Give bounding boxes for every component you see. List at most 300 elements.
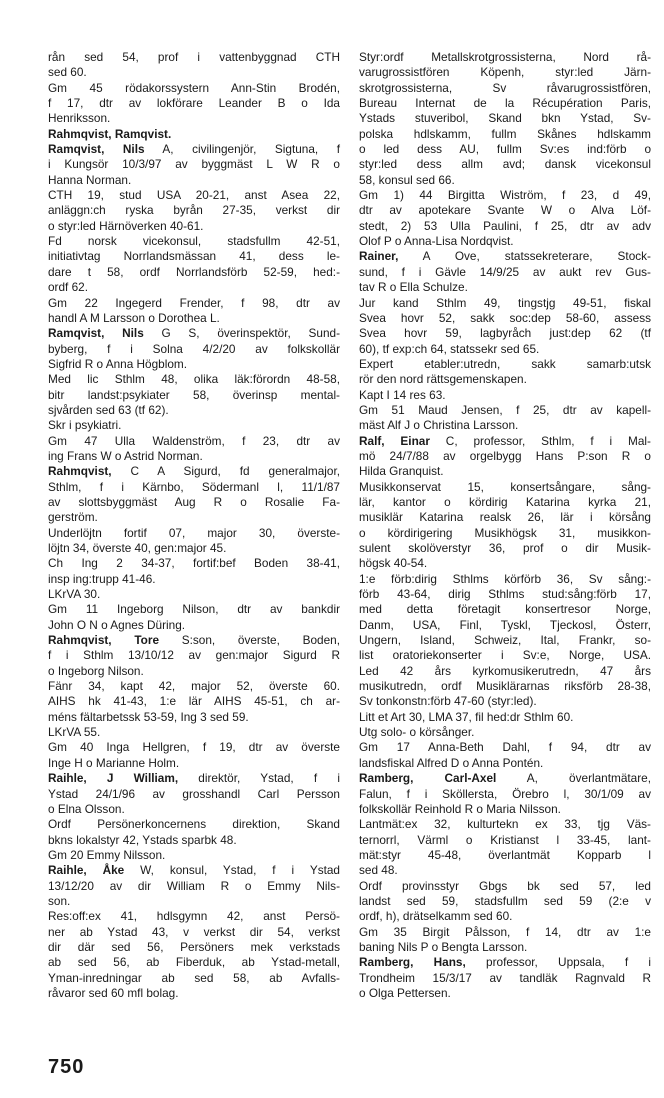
entry-text: ordf, h), drätselkamm sed 60. [359, 909, 513, 924]
entry-line [48, 648, 340, 663]
entry-line [48, 694, 340, 709]
entry-line [359, 418, 651, 433]
entry-line [48, 81, 340, 96]
entry-line [359, 740, 651, 755]
entry-text: Sthlm, f i Kärnbo, Södermanl l, 11/1/87 [48, 479, 340, 494]
entry-text: S:son, överste, Boden, [159, 633, 340, 648]
entry-line [48, 111, 340, 126]
entry-line [359, 694, 651, 709]
entry-text: Lantmät:ex 32, kulturtekn ex 33, tjg Väs- [359, 817, 651, 832]
entry-text: varugrossistfören Köpenh, styr:led Järn- [359, 65, 651, 80]
entry-text: med detta företagit konsertresor Norge, [359, 602, 651, 617]
entry-text: Gm 11 Ingeborg Nilson, dtr av bankdir [48, 602, 340, 617]
entry-text: Gm 47 Ulla Waldenström, f 23, dtr av [48, 433, 340, 448]
entry-line [359, 311, 651, 326]
entry-text: o Elna Olsson. [48, 801, 125, 816]
entry-line [48, 802, 340, 817]
entry-line [359, 510, 651, 525]
entry-text: Kapt I 14 res 63. [359, 387, 446, 402]
biography-entry [359, 955, 651, 1001]
entry-line [48, 142, 340, 157]
entry-text: 1:e förb:dirig Sthlms körförb 36, Sv sång:- [359, 571, 651, 586]
entry-text: 58, konsul sed 66. [359, 172, 455, 187]
entry-line [48, 771, 340, 786]
entry-line [48, 265, 340, 280]
entry-text: Yman-inredningar ab sed 58, ab Avfalls- [48, 970, 340, 985]
entry-paragraph [48, 848, 340, 863]
entry-line [359, 480, 651, 495]
entry-line [48, 955, 340, 970]
entry-line [359, 173, 651, 188]
entry-text: Res:off:ex 41, hdlsgymn 42, anst Persö- [48, 909, 340, 924]
entry-line [359, 879, 651, 894]
entry-line [48, 526, 340, 541]
entry-text: sjvården sed 63 (tf 62). [48, 402, 169, 417]
entry-text: o Ingeborg Nilson. [48, 663, 144, 678]
entry-headword: Ramqvist, Nils [48, 142, 145, 157]
entry-line [48, 342, 340, 357]
entry-line [48, 863, 340, 878]
entry-line [359, 157, 651, 172]
entry-text: Sigfrid R o Anna Högblom. [48, 356, 188, 371]
biography-entry [48, 464, 340, 525]
entry-paragraph [359, 357, 651, 388]
entry-line [359, 925, 651, 940]
entry-text: Gm 35 Birgit Pålsson, f 14, dtr av 1:e [359, 924, 651, 939]
entry-text: Olof P o Anna-Lisa Nordqvist. [359, 234, 514, 249]
entry-text: initiativtag Norrlandsmässan 41, dess le- [48, 249, 340, 264]
entry-line [48, 219, 340, 234]
entry-line [359, 188, 651, 203]
entry-text: Ystads stuveribol, Skand bkn Ystad, Sv- [359, 111, 651, 126]
entry-text: o styr:led Härnöverken 40-61. [48, 218, 204, 233]
entry-text: 60), tf exp:ch 64, statssekr sed 65. [359, 341, 540, 356]
entry-paragraph [359, 817, 651, 878]
entry-paragraph [48, 418, 340, 433]
entry-line [359, 817, 651, 832]
entry-line [359, 894, 651, 909]
entry-paragraph [48, 679, 340, 725]
entry-line [48, 556, 340, 571]
entry-line [48, 925, 340, 940]
entry-headword: Rahmqvist, Tore [48, 633, 160, 648]
entry-text: C A Sigurd, fd generalmajor, [111, 464, 340, 479]
entry-line [359, 81, 651, 96]
entry-text: folkskollär Reinhold R o Maria Nilsson. [359, 801, 561, 816]
entry-line [48, 434, 340, 449]
entry-line [359, 526, 651, 541]
entry-paragraph [48, 372, 340, 418]
biography-entry [48, 771, 340, 817]
entry-text: mö 24/7/88 av orgelbygg Hans P:son R o [359, 448, 651, 463]
entry-text: Hilda Granquist. [359, 464, 444, 479]
entry-paragraph [359, 725, 651, 740]
entry-paragraph [48, 909, 340, 1001]
entry-line [359, 602, 651, 617]
entry-text: lär, kantor o kördirig Katarina kyrka 21, [359, 494, 651, 509]
entry-text: Sv tonkonstn:förb 47-60 (styr:led). [359, 694, 537, 709]
entry-text: Hanna Norman. [48, 172, 132, 187]
entry-headword: Raihle, Åke [48, 863, 125, 878]
entry-text: C, professor, Sthlm, f i Mal- [429, 433, 651, 448]
entry-line [359, 909, 651, 924]
entry-text: skrotgrossisterna, Sv råvarugrossistfören, [359, 80, 651, 95]
entry-text: Trondheim 15/3/17 av tandläk Ragnvald R [359, 970, 651, 985]
entry-paragraph [48, 587, 340, 602]
entry-text: landsfiskal Alfred D o Anna Pontén. [359, 755, 544, 770]
entry-line [48, 65, 340, 80]
entry-line [48, 280, 340, 295]
biography-entry [359, 249, 651, 295]
entry-line [359, 388, 651, 403]
entry-line [359, 940, 651, 955]
entry-text: dare t 58, ordf Norrlandsförb 52-59, hed:- [48, 264, 340, 279]
biography-entry [359, 434, 651, 480]
entry-line [359, 357, 651, 372]
entry-line [48, 464, 340, 479]
entry-line [359, 863, 651, 878]
entry-text: Gm 20 Emmy Nilsson. [48, 847, 166, 862]
entry-text: A, civilingenjör, Sigtuna, f [144, 142, 340, 157]
entry-text: bkns lokalstyr 42, Ystads sparbk 48. [48, 832, 237, 847]
entry-paragraph [359, 480, 651, 572]
entry-line [48, 971, 340, 986]
entry-line [48, 879, 340, 894]
entry-line [48, 50, 340, 65]
entry-text: landst sed 59, stadsfullm sed 59 (2:e v [359, 893, 651, 908]
entry-line [48, 618, 340, 633]
entry-text: löjtn 34, överste 40, gen:major 45. [48, 541, 227, 555]
entry-text: gerström. [48, 510, 98, 525]
entry-line [48, 326, 340, 341]
entry-line [359, 725, 651, 740]
entry-paragraph [359, 188, 651, 249]
entry-text: Gm 45 rödakorssystern Ann-Stin Brodén, [48, 80, 340, 95]
entry-text: 13/12/20 av dir William R o Emmy Nils- [48, 878, 340, 893]
entry-text: John O N o Agnes Düring. [48, 617, 186, 632]
biography-entry [48, 142, 340, 188]
entry-text: W, konsul, Ystad, f i Ystad [124, 863, 340, 878]
entry-line [359, 541, 651, 556]
entry-line [48, 495, 340, 510]
entry-paragraph [359, 50, 651, 188]
entry-line [48, 388, 340, 403]
entry-text: rör den nord rättsgemenskapen. [359, 372, 527, 387]
entry-line [359, 203, 651, 218]
entry-text: baning Nils P o Bengta Larsson. [359, 939, 528, 954]
entry-text: Med lic Sthlm 48, olika läk:förordn 48-58, [48, 372, 340, 387]
entry-headword: Rahmqvist, [48, 464, 112, 479]
entry-text: Ungern, Island, Schweiz, Ital, Frankr, so- [359, 633, 651, 648]
entry-text: Ordf provinsstyr Gbgs bk sed 57, led [359, 878, 651, 893]
entry-line [359, 111, 651, 126]
entry-line [48, 572, 340, 587]
entry-text: professor, Uppsala, f i [465, 955, 651, 970]
entry-headword: Rahmqvist, Ramqvist. [48, 126, 172, 141]
entry-text: ternorrl, Värml o Kristianst l 33-45, lant- [359, 832, 651, 847]
entry-paragraph [359, 572, 651, 710]
entry-line [48, 480, 340, 495]
entry-line [48, 188, 340, 203]
entry-paragraph [48, 81, 340, 127]
entry-text: Svea hovr 59, lagbyråch just:dep 62 (tf [359, 326, 651, 341]
entry-paragraph [359, 879, 651, 925]
entry-line [359, 96, 651, 111]
entry-line [359, 265, 651, 280]
entry-text: Falun, f i Sköllersta, Örebro l, 30/1/09 av [359, 786, 651, 801]
entry-text: Fänr 34, kapt 42, major 52, överste 60. [48, 679, 340, 694]
entry-text: Litt et Art 30, LMA 37, fil hed:dr Sthlm 60. [359, 709, 574, 724]
entry-text: Fd norsk vicekonsul, stadsfullm 42-51, [48, 234, 340, 249]
entry-text: sund, f i Gävle 14/9/25 av aukt rev Gus- [359, 264, 651, 279]
entry-line [48, 449, 340, 464]
entry-line [48, 296, 340, 311]
entry-text: dir där sed 56, Persöners mek verkstads [48, 939, 340, 954]
entry-text: Ordf Persönerkoncernens direktion, Skand [48, 817, 340, 832]
entry-text: list oratoriekonserter i Sv:e, Norge, USA. [359, 648, 651, 663]
entry-paragraph [359, 740, 651, 771]
entry-line [359, 142, 651, 157]
entry-line [359, 756, 651, 771]
entry-paragraph [48, 234, 340, 295]
entry-line [48, 418, 340, 433]
entry-text: anläggn:ch ryska byrån 27-35, verkst dir [48, 203, 340, 218]
entry-line [48, 679, 340, 694]
entry-text: mät:styr 45-48, överlantmät Kopparb l [359, 847, 651, 862]
entry-line [359, 296, 651, 311]
entry-text: mäst Alf J o Christina Larsson. [359, 418, 519, 433]
entry-line [359, 464, 651, 479]
entry-paragraph [359, 710, 651, 725]
entry-paragraph [48, 817, 340, 848]
biography-entry [48, 326, 340, 372]
entry-line [48, 740, 340, 755]
entry-line [359, 280, 651, 295]
left-column [48, 50, 340, 1001]
entry-line [359, 449, 651, 464]
entry-line [359, 342, 651, 357]
entry-text: o kördirigering Musikhögsk 31, musikkon- [359, 525, 651, 540]
entry-text: Henriksson. [48, 111, 111, 126]
entry-line [48, 357, 340, 372]
entry-text: son. [48, 893, 71, 908]
entry-paragraph [359, 296, 651, 357]
entry-line [48, 203, 340, 218]
entry-text: Gm 51 Maud Jensen, f 25, dtr av kapell- [359, 402, 651, 417]
entry-text: G S, överinspektör, Sund- [143, 326, 340, 341]
entry-line [48, 157, 340, 172]
entry-text: sulent skolöverstyr 36, prof o dir Musik- [359, 541, 651, 555]
entry-line [359, 618, 651, 633]
entry-text: styr:led dess allm avd; dansk vicekonsul [359, 157, 651, 172]
entry-paragraph [48, 556, 340, 587]
entry-paragraph [48, 602, 340, 633]
entry-line [48, 403, 340, 418]
entry-line [48, 510, 340, 525]
entry-text: A, överlantmätare, [496, 771, 652, 786]
entry-text: Underlöjtn fortif 07, major 30, överste- [48, 525, 340, 540]
entry-text: méns fältarbetssk 53-59, Ing 3 sed 59. [48, 709, 249, 724]
entry-line [48, 664, 340, 679]
entry-text: Utg solo- o körsånger. [359, 725, 475, 740]
entry-text: Led 42 års kyrkomusikerutredn, 47 års [359, 663, 651, 678]
entry-line [359, 249, 651, 264]
entry-text: handl A M Larsson o Dorothea L. [48, 310, 220, 325]
entry-line [48, 249, 340, 264]
entry-text: Expert etabler:utredn, sakk samarb:utsk [359, 356, 651, 371]
entry-line [48, 787, 340, 802]
entry-text: byberg, f i Solna 4/2/20 av folkskollär [48, 341, 340, 356]
entry-paragraph [48, 188, 340, 234]
entry-paragraph [48, 526, 340, 557]
entry-line [359, 971, 651, 986]
entry-line [48, 587, 340, 602]
entry-line [359, 434, 651, 449]
entry-text: insp ing:trupp 41-46. [48, 571, 156, 586]
entry-paragraph [48, 725, 340, 740]
entry-text: tav R o Ella Schulze. [359, 280, 468, 295]
entry-paragraph [48, 50, 340, 81]
entry-paragraph [359, 403, 651, 434]
entry-text: Svea hovr 52, sakk soc:dep 58-60, assess [359, 310, 651, 325]
entry-text: Danm, USA, Finl, Tyskl, Tjeckosl, Österr, [359, 617, 651, 632]
entry-line [359, 50, 651, 65]
entry-text: Gm 1) 44 Birgitta Wiström, f 23, d 49, [359, 188, 651, 203]
entry-text: LKrVA 30. [48, 587, 101, 602]
entry-line [48, 756, 340, 771]
entry-headword: Ramberg, Hans, [359, 955, 466, 970]
entry-line [359, 633, 651, 648]
entry-text: A Ove, statssekreterare, Stock- [398, 249, 651, 264]
entry-paragraph [359, 388, 651, 403]
entry-line [359, 65, 651, 80]
entry-headword: Ramqvist, Nils [48, 326, 144, 341]
entry-text: Inge H o Marianne Holm. [48, 755, 180, 770]
entry-text: rån sed 54, prof i vattenbyggnad CTH [48, 50, 340, 64]
entry-text: musiklär Katarina realsk 26, lär i körsång [359, 510, 651, 525]
entry-line [359, 495, 651, 510]
entry-line [359, 572, 651, 587]
entry-text: av slottsbyggmäst Aug R o Rosalie Fa- [48, 494, 340, 509]
entry-line [359, 234, 651, 249]
entry-text: Musikkonservat 15, konsertsångare, sång- [359, 479, 651, 494]
entry-paragraph [359, 925, 651, 956]
entry-line [48, 710, 340, 725]
entry-line [359, 326, 651, 341]
entry-text: CTH 19, stud USA 20-21, anst Asea 22, [48, 188, 340, 203]
entry-line [48, 817, 340, 832]
entry-line [48, 96, 340, 111]
entry-text: Ystad 24/1/96 av grosshandl Carl Persson [48, 786, 340, 801]
entry-text: Styr:ordf Metallskrotgrossisterna, Nord rå- [359, 50, 651, 64]
entry-text: råvaror sed 60 mfl bolag. [48, 985, 179, 1000]
entry-line [359, 372, 651, 387]
entry-text: bitr landst:psykiater 58, överinsp mental- [48, 387, 340, 402]
entry-text: Gm 40 Inga Hellgren, f 19, dtr av överste [48, 740, 340, 755]
entry-line [48, 725, 340, 740]
entry-text: musikutredn, ordf Musiklärarnas riksförb 28-38, [359, 679, 651, 694]
entry-line [359, 802, 651, 817]
entry-paragraph [48, 434, 340, 465]
entry-text: ner ab Ystad 43, v verkst dir 54, verkst [48, 924, 340, 939]
entry-text: o Olga Pettersen. [359, 985, 451, 1000]
entry-text: högsk 40-54. [359, 556, 428, 571]
entry-text: f i Sthlm 13/10/12 av gen:major Sigurd R [48, 648, 340, 663]
entry-line [359, 787, 651, 802]
right-column [359, 50, 651, 1001]
entry-paragraph [48, 296, 340, 327]
entry-line [48, 894, 340, 909]
entry-text: AIHS hk 41-43, 1:e lär AIHS 45-51, ch ar- [48, 694, 340, 709]
entry-text: polska hdlskamm, fullm Skånes hdlskamm [359, 126, 651, 141]
entry-text: Gm 22 Ingegerd Frender, f 98, dtr av [48, 295, 340, 310]
entry-line [359, 955, 651, 970]
entry-line [48, 848, 340, 863]
entry-line [48, 833, 340, 848]
entry-line [48, 127, 340, 142]
entry-line [359, 556, 651, 571]
entry-text: sed 48. [359, 863, 398, 878]
entry-headword: Ralf, Einar [359, 433, 430, 448]
entry-line [48, 234, 340, 249]
entry-text: f 17, dtr av lokförare Leander B o Ida [48, 96, 340, 111]
biography-entry [48, 633, 340, 679]
entry-headword: Raihle, J William, [48, 771, 179, 786]
entry-line [359, 219, 651, 234]
entry-text: stedt, 2) 53 Ulla Paulini, f 25, dtr av adv [359, 218, 651, 233]
entry-line [359, 833, 651, 848]
entry-text: Gm 17 Anna-Beth Dahl, f 94, dtr av [359, 740, 651, 755]
entry-line [359, 679, 651, 694]
entry-text: dtr av apotekare Svante W o Alva Löf- [359, 203, 651, 218]
entry-line [359, 771, 651, 786]
entry-text: i Kungsör 10/3/97 av byggmäst L W R o [48, 157, 340, 172]
biography-entry [48, 863, 340, 909]
entry-text: o led dess AU, fullm Sv:es ind:förb o [359, 142, 651, 157]
entry-line [359, 664, 651, 679]
entry-line [48, 940, 340, 955]
entry-headword: Rainer, [359, 249, 399, 264]
entry-line [359, 710, 651, 725]
entry-line [48, 633, 340, 648]
entry-text: sed 60. [48, 65, 87, 80]
entry-line [359, 587, 651, 602]
biography-entry [48, 127, 340, 142]
entry-line [48, 311, 340, 326]
entry-text: ab sed 56, ab Fiberduk, ab Ystad-metall, [48, 955, 340, 970]
entry-text: Ch Ing 2 34-37, fortif:bef Boden 38-41, [48, 556, 340, 571]
entry-text: ing Frans W o Astrid Norman. [48, 448, 203, 463]
entry-text: LKrVA 55. [48, 725, 101, 740]
entry-line [359, 403, 651, 418]
entry-text: Skr i psykiatri. [48, 418, 122, 433]
entry-headword: Ramberg, Carl-Axel [359, 771, 497, 786]
entry-line [48, 986, 340, 1001]
entry-line [359, 848, 651, 863]
entry-line [48, 372, 340, 387]
entry-text: ordf 62. [48, 280, 89, 295]
entry-text: Jur kand Sthlm 49, tingstjg 49-51, fiskal [359, 295, 651, 310]
entry-text: direktör, Ystad, f i [178, 771, 340, 786]
entry-line [48, 541, 340, 556]
page-number: 750 [48, 1056, 85, 1078]
entry-text: Bureau Internat de la Récupération Paris, [359, 96, 651, 111]
entry-line [359, 648, 651, 663]
entry-text: förb 43-64, dirig Sthlms stud:sång:förb 17, [359, 587, 651, 602]
entry-line [48, 602, 340, 617]
entry-paragraph [48, 740, 340, 771]
entry-line [48, 909, 340, 924]
